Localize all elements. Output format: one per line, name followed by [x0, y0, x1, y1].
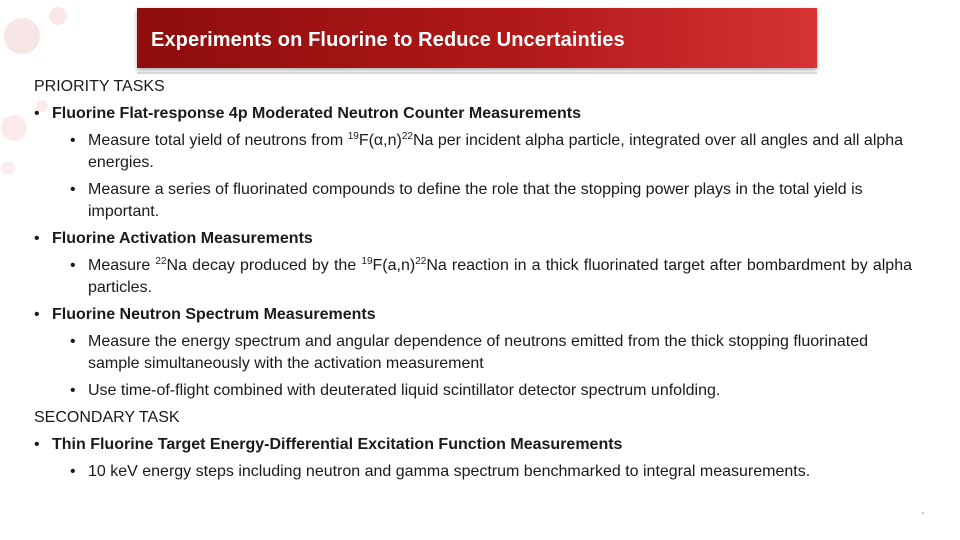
priority-sub-item [70, 130, 912, 174]
priority-sub-item-text: Measure $^{22}$Na decay produced by the $^{19}F(a,n)^{22}Na$ reaction in a thick fluorinated target after bombardment by alpha particles. [88, 256, 913, 296]
title-banner [137, 8, 817, 68]
bullet-icon: • [70, 333, 76, 350]
bullet-icon: • [70, 463, 76, 480]
priority-sub-item [70, 255, 912, 299]
priority-item-heading: • Fluorine Flat-response 4p Moderated Neutron Counter Measurements [34, 103, 912, 125]
slide-title: Experiments on Fluorine to Reduce Uncertainties [151, 29, 625, 51]
secondary-heading: SECONDARY TASK [34, 409, 180, 426]
secondary-sub-item-text: 10 keV energy steps including neutron and gamma spectrum benchmarked to integral measurements. [88, 463, 811, 480]
priority-sub-item [70, 179, 912, 223]
bullet-icon: • [70, 181, 76, 198]
corner-mark [922, 512, 924, 514]
priority-list [34, 103, 912, 402]
secondary-sub-item [70, 461, 912, 483]
priority-item-heading: • Fluorine Activation Measurements [34, 228, 912, 250]
priority-item-heading: • Fluorine Neutron Spectrum Measurements [34, 304, 912, 326]
priority-sub-item-text: Measure the energy spectrum and angular dependence of neutrons emitted from the thick stopping fluorinated sample simultaneously with the activation measurement [88, 333, 869, 372]
secondary-item-heading: • Thin Fluorine Target Energy-Differential Excitation Function Measurements [34, 434, 912, 456]
slide-body [34, 76, 912, 488]
secondary-list [34, 434, 912, 483]
bullet-icon: • [70, 257, 76, 274]
priority-sub-item [70, 331, 912, 375]
bullet-icon: • [70, 382, 76, 399]
priority-heading: PRIORITY TASKS [34, 78, 165, 95]
bullet-icon: • [70, 132, 76, 149]
priority-sub-item-text: Measure total yield of neutrons from $^{19}F(\alpha,n)^{22}Na$ per incident alpha particle, integrated over all angles and all alpha energies. [88, 131, 904, 171]
priority-sub-item-text: Measure a series of fluorinated compounds to define the role that the stopping power plays in the total yield is important. [88, 181, 863, 220]
priority-sub-item [70, 380, 912, 402]
priority-sub-item-text: Use time-of-flight combined with deuterated liquid scintillator detector spectrum unfolding. [88, 382, 721, 399]
title-divider [137, 72, 817, 74]
